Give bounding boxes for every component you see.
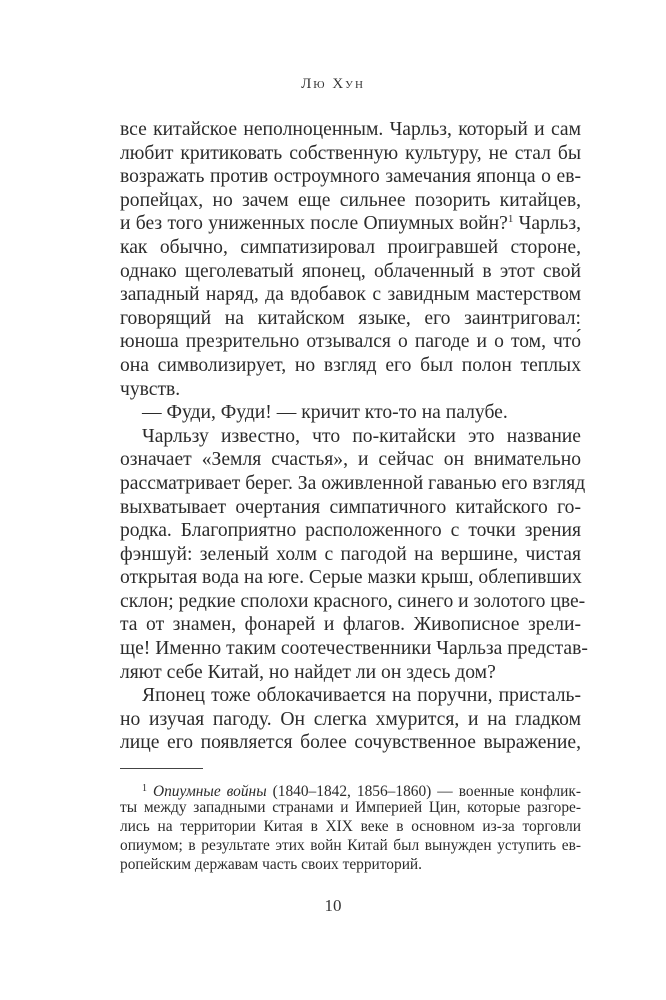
text-line: родка. Благоприятно расположенного с точки зрения [120,520,581,542]
footnote-line: ты между западными странами и Империей Цин, которые разгоре- [120,799,581,816]
text-line [120,212,581,236]
text-line: фэншуй: зеленый холм с пагодой на вершине, чистая [120,543,581,565]
page-number: 10 [324,896,342,915]
dialogue-line: — Фуди, Фуди! — кричит кто-то на палубе. [142,402,508,424]
text-line: как обычно, симпатизировал проигравшей стороне, [120,236,581,258]
text-line: однако щеголеватый японец, облаченный в этот свой [120,260,581,282]
footnote-line: лись на территории Китая в XIX веке в основном из-за торговли [120,818,581,835]
text-segment: (1840–1842, 1856–1860) — военные конфлик- [266,783,581,800]
footnote-line [120,779,581,798]
footnote-reference[interactable]: 1 [507,213,514,226]
running-head-author: Лю Хун [301,76,365,92]
footnote-number: 1 [142,783,147,794]
text-line: та от знамен, фонарей и флагов. Живописное зрели- [120,614,581,636]
text-line: открытая вода на юге. Серые мазки крыш, облепивших [120,567,582,589]
text-line: западный наряд, да вдобавок с завидным мастерством [120,284,581,306]
text-line: выхватывает очертания симпатичного китайского го- [120,496,581,518]
text-line: рассматривает берег. За оживленной гаванью его взгляд [120,472,586,494]
text-line: Чарльзу известно, что по-китайски это название [142,425,581,447]
text-line: говорящий на китайском языке, его заинтриговал: [120,307,581,329]
footnote-line: ропейским державам часть своих территорий. [120,856,423,873]
text-line: Японец тоже облокачивается на поручни, присталь- [142,685,581,707]
text-line: означает «Земля счастья», и сейчас он внимательно [120,449,581,471]
text-line: склон; редкие сполохи красного, синего и золотого цве- [120,590,586,612]
text-line: все китайское неполноценным. Чарльз, который и сам [120,119,581,140]
text-segment: Чарльз, [513,213,581,235]
text-line: ляют себе Китай, но найдет ли он здесь дом? [120,661,496,683]
text-line: ще! Именно таким соотечественники Чарльза представ- [120,638,588,660]
text-line: юноша презрительно отзывался о пагоде и о том, что́ [120,331,581,353]
footnote-separator [120,768,203,769]
text-segment: и без того униженных после Опиумных войн? [120,213,508,235]
text-line: она символизирует, но взгляд его был полон теплых [120,354,581,376]
text-line: любит критиковать собственную культуру, не стал бы [120,142,581,164]
text-line: чувств. [120,378,181,400]
body-text [120,118,588,755]
text-line: возражать против остроумного замечания японца о ев- [120,166,581,188]
footnote-line: опиумом; в результате этих войн Китай был вынужден уступить ев- [120,837,581,854]
text-line: ропейцах, но зачем еще сильнее позорить китайцев, [120,189,581,211]
footnote-term: Опиумные войны [153,783,267,800]
footnote [120,779,581,874]
text-line: но изучая пагоду. Он слегка хмурится, и на гладком [120,708,581,730]
text-line: лице его появляется более сочувственное выражение, [120,732,581,754]
